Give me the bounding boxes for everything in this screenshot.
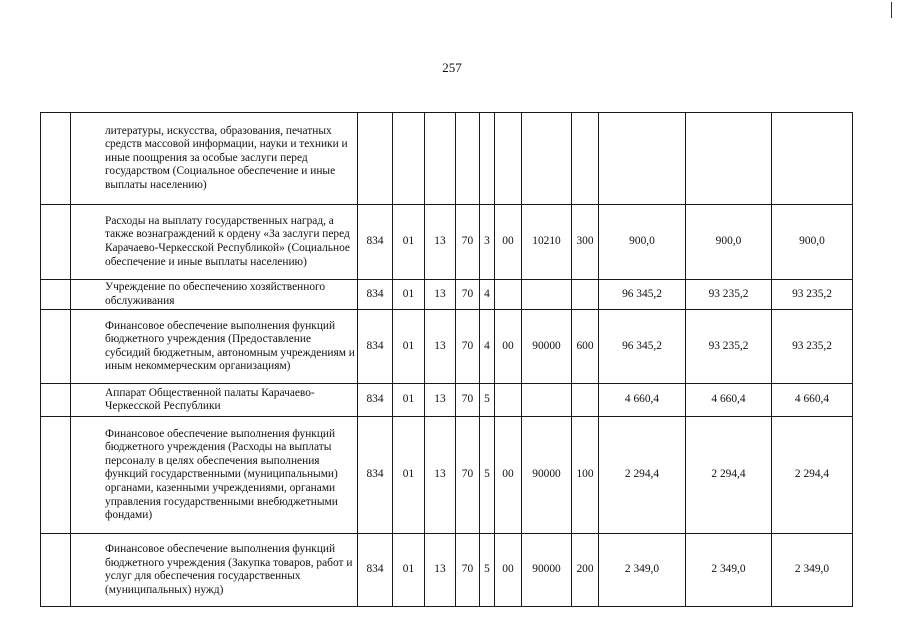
ministry-code-cell: 834 xyxy=(358,205,393,280)
main-event-code-cell: 00 xyxy=(495,534,522,607)
subprogram-code-cell: 4 xyxy=(480,310,495,384)
section-code-cell xyxy=(393,113,425,205)
program-code-cell xyxy=(456,113,480,205)
program-code-cell: 70 xyxy=(456,205,480,280)
expense-name-cell: Аппарат Общественной палаты Карачаево-Черкесской Республики xyxy=(71,384,358,417)
table-row xyxy=(41,280,853,310)
subprogram-code-cell: 5 xyxy=(480,384,495,417)
expense-name-cell: Учреждение по обеспечению хозяйственного обслуживания xyxy=(71,280,358,310)
amount-year-2-cell: 2 294,4 xyxy=(686,417,772,534)
table-row xyxy=(41,113,853,205)
amount-year-1-cell: 900,0 xyxy=(599,205,686,280)
subsection-code-cell: 13 xyxy=(425,384,456,417)
subsection-code-cell: 13 xyxy=(425,417,456,534)
row-number-cell xyxy=(41,384,71,417)
main-event-code-cell: 00 xyxy=(495,310,522,384)
table-row xyxy=(41,205,853,280)
subsection-code-cell: 13 xyxy=(425,205,456,280)
row-number-cell xyxy=(41,205,71,280)
budget-table xyxy=(40,112,853,607)
subprogram-code-cell: 3 xyxy=(480,205,495,280)
ministry-code-cell xyxy=(358,113,393,205)
section-code-cell: 01 xyxy=(393,534,425,607)
amount-year-3-cell: 4 660,4 xyxy=(772,384,853,417)
subsection-code-cell: 13 xyxy=(425,310,456,384)
main-event-code-cell: 00 xyxy=(495,417,522,534)
direction-code-cell: 10210 xyxy=(522,205,572,280)
amount-year-2-cell: 93 235,2 xyxy=(686,280,772,310)
amount-year-1-cell: 96 345,2 xyxy=(599,280,686,310)
ministry-code-cell: 834 xyxy=(358,417,393,534)
amount-year-1-cell: 2 294,4 xyxy=(599,417,686,534)
ministry-code-cell: 834 xyxy=(358,534,393,607)
program-code-cell: 70 xyxy=(456,417,480,534)
amount-year-2-cell: 2 349,0 xyxy=(686,534,772,607)
section-code-cell: 01 xyxy=(393,384,425,417)
subsection-code-cell xyxy=(425,113,456,205)
program-code-cell: 70 xyxy=(456,310,480,384)
section-code-cell: 01 xyxy=(393,417,425,534)
page-number: 257 xyxy=(442,60,462,75)
main-event-code-cell xyxy=(495,113,522,205)
amount-year-3-cell: 2 349,0 xyxy=(772,534,853,607)
table-body xyxy=(41,113,853,607)
main-event-code-cell xyxy=(495,384,522,417)
program-code-cell: 70 xyxy=(456,534,480,607)
amount-year-3-cell: 93 235,2 xyxy=(772,310,853,384)
amount-year-2-cell: 93 235,2 xyxy=(686,310,772,384)
row-number-cell xyxy=(41,280,71,310)
expense-name-cell: Финансовое обеспечение выполнения функций бюджетного учреждения (Предоставление субсидий бюджетным, автономным учреждениям и иным некоммерческим организациям) xyxy=(71,310,358,384)
expense-name-cell: Финансовое обеспечение выполнения функций бюджетного учреждения (Расходы на выплаты персоналу в целях обеспечения выполнения функций государственными (муниципальными) органами, казенными учреждениями, органами управления государственными внебюджетными фондами) xyxy=(71,417,358,534)
amount-year-1-cell xyxy=(599,113,686,205)
program-code-cell: 70 xyxy=(456,384,480,417)
scan-edge-mark xyxy=(891,2,892,18)
expense-type-code-cell: 100 xyxy=(572,417,599,534)
amount-year-2-cell: 4 660,4 xyxy=(686,384,772,417)
row-number-cell xyxy=(41,113,71,205)
row-number-cell xyxy=(41,310,71,384)
ministry-code-cell: 834 xyxy=(358,384,393,417)
direction-code-cell xyxy=(522,280,572,310)
table-row xyxy=(41,534,853,607)
subprogram-code-cell: 4 xyxy=(480,280,495,310)
expense-name-cell: литературы, искусства, образования, печатных средств массовой информации, науки и техники и иные поощрения за особые заслуги перед государством (Социальное обеспечение и иные выплаты населению) xyxy=(71,113,358,205)
subsection-code-cell: 13 xyxy=(425,280,456,310)
subprogram-code-cell xyxy=(480,113,495,205)
expense-name-cell: Расходы на выплату государственных наград, а также вознаграждений к ордену «За заслуги перед Карачаево-Черкесской Республикой» (Социальное обеспечение и иные выплаты населению) xyxy=(71,205,358,280)
amount-year-2-cell: 900,0 xyxy=(686,205,772,280)
amount-year-3-cell: 900,0 xyxy=(772,205,853,280)
table-row xyxy=(41,310,853,384)
amount-year-2-cell xyxy=(686,113,772,205)
section-code-cell: 01 xyxy=(393,310,425,384)
direction-code-cell xyxy=(522,384,572,417)
expense-type-code-cell xyxy=(572,113,599,205)
subsection-code-cell: 13 xyxy=(425,534,456,607)
subprogram-code-cell: 5 xyxy=(480,534,495,607)
amount-year-3-cell xyxy=(772,113,853,205)
amount-year-1-cell: 4 660,4 xyxy=(599,384,686,417)
amount-year-1-cell: 2 349,0 xyxy=(599,534,686,607)
row-number-cell xyxy=(41,417,71,534)
section-code-cell: 01 xyxy=(393,205,425,280)
expense-type-code-cell xyxy=(572,384,599,417)
table-row xyxy=(41,384,853,417)
subprogram-code-cell: 5 xyxy=(480,417,495,534)
direction-code-cell: 90000 xyxy=(522,310,572,384)
expense-type-code-cell: 600 xyxy=(572,310,599,384)
ministry-code-cell: 834 xyxy=(358,280,393,310)
direction-code-cell: 90000 xyxy=(522,534,572,607)
table-row xyxy=(41,417,853,534)
expense-name-cell: Финансовое обеспечение выполнения функций бюджетного учреждения (Закупка товаров, работ и услуг для обеспечения государственных (муниципальных) нужд) xyxy=(71,534,358,607)
amount-year-3-cell: 2 294,4 xyxy=(772,417,853,534)
amount-year-1-cell: 96 345,2 xyxy=(599,310,686,384)
expense-type-code-cell: 300 xyxy=(572,205,599,280)
program-code-cell: 70 xyxy=(456,280,480,310)
row-number-cell xyxy=(41,534,71,607)
direction-code-cell: 90000 xyxy=(522,417,572,534)
ministry-code-cell: 834 xyxy=(358,310,393,384)
amount-year-3-cell: 93 235,2 xyxy=(772,280,853,310)
direction-code-cell xyxy=(522,113,572,205)
main-event-code-cell: 00 xyxy=(495,205,522,280)
expense-type-code-cell: 200 xyxy=(572,534,599,607)
main-event-code-cell xyxy=(495,280,522,310)
section-code-cell: 01 xyxy=(393,280,425,310)
expense-type-code-cell xyxy=(572,280,599,310)
